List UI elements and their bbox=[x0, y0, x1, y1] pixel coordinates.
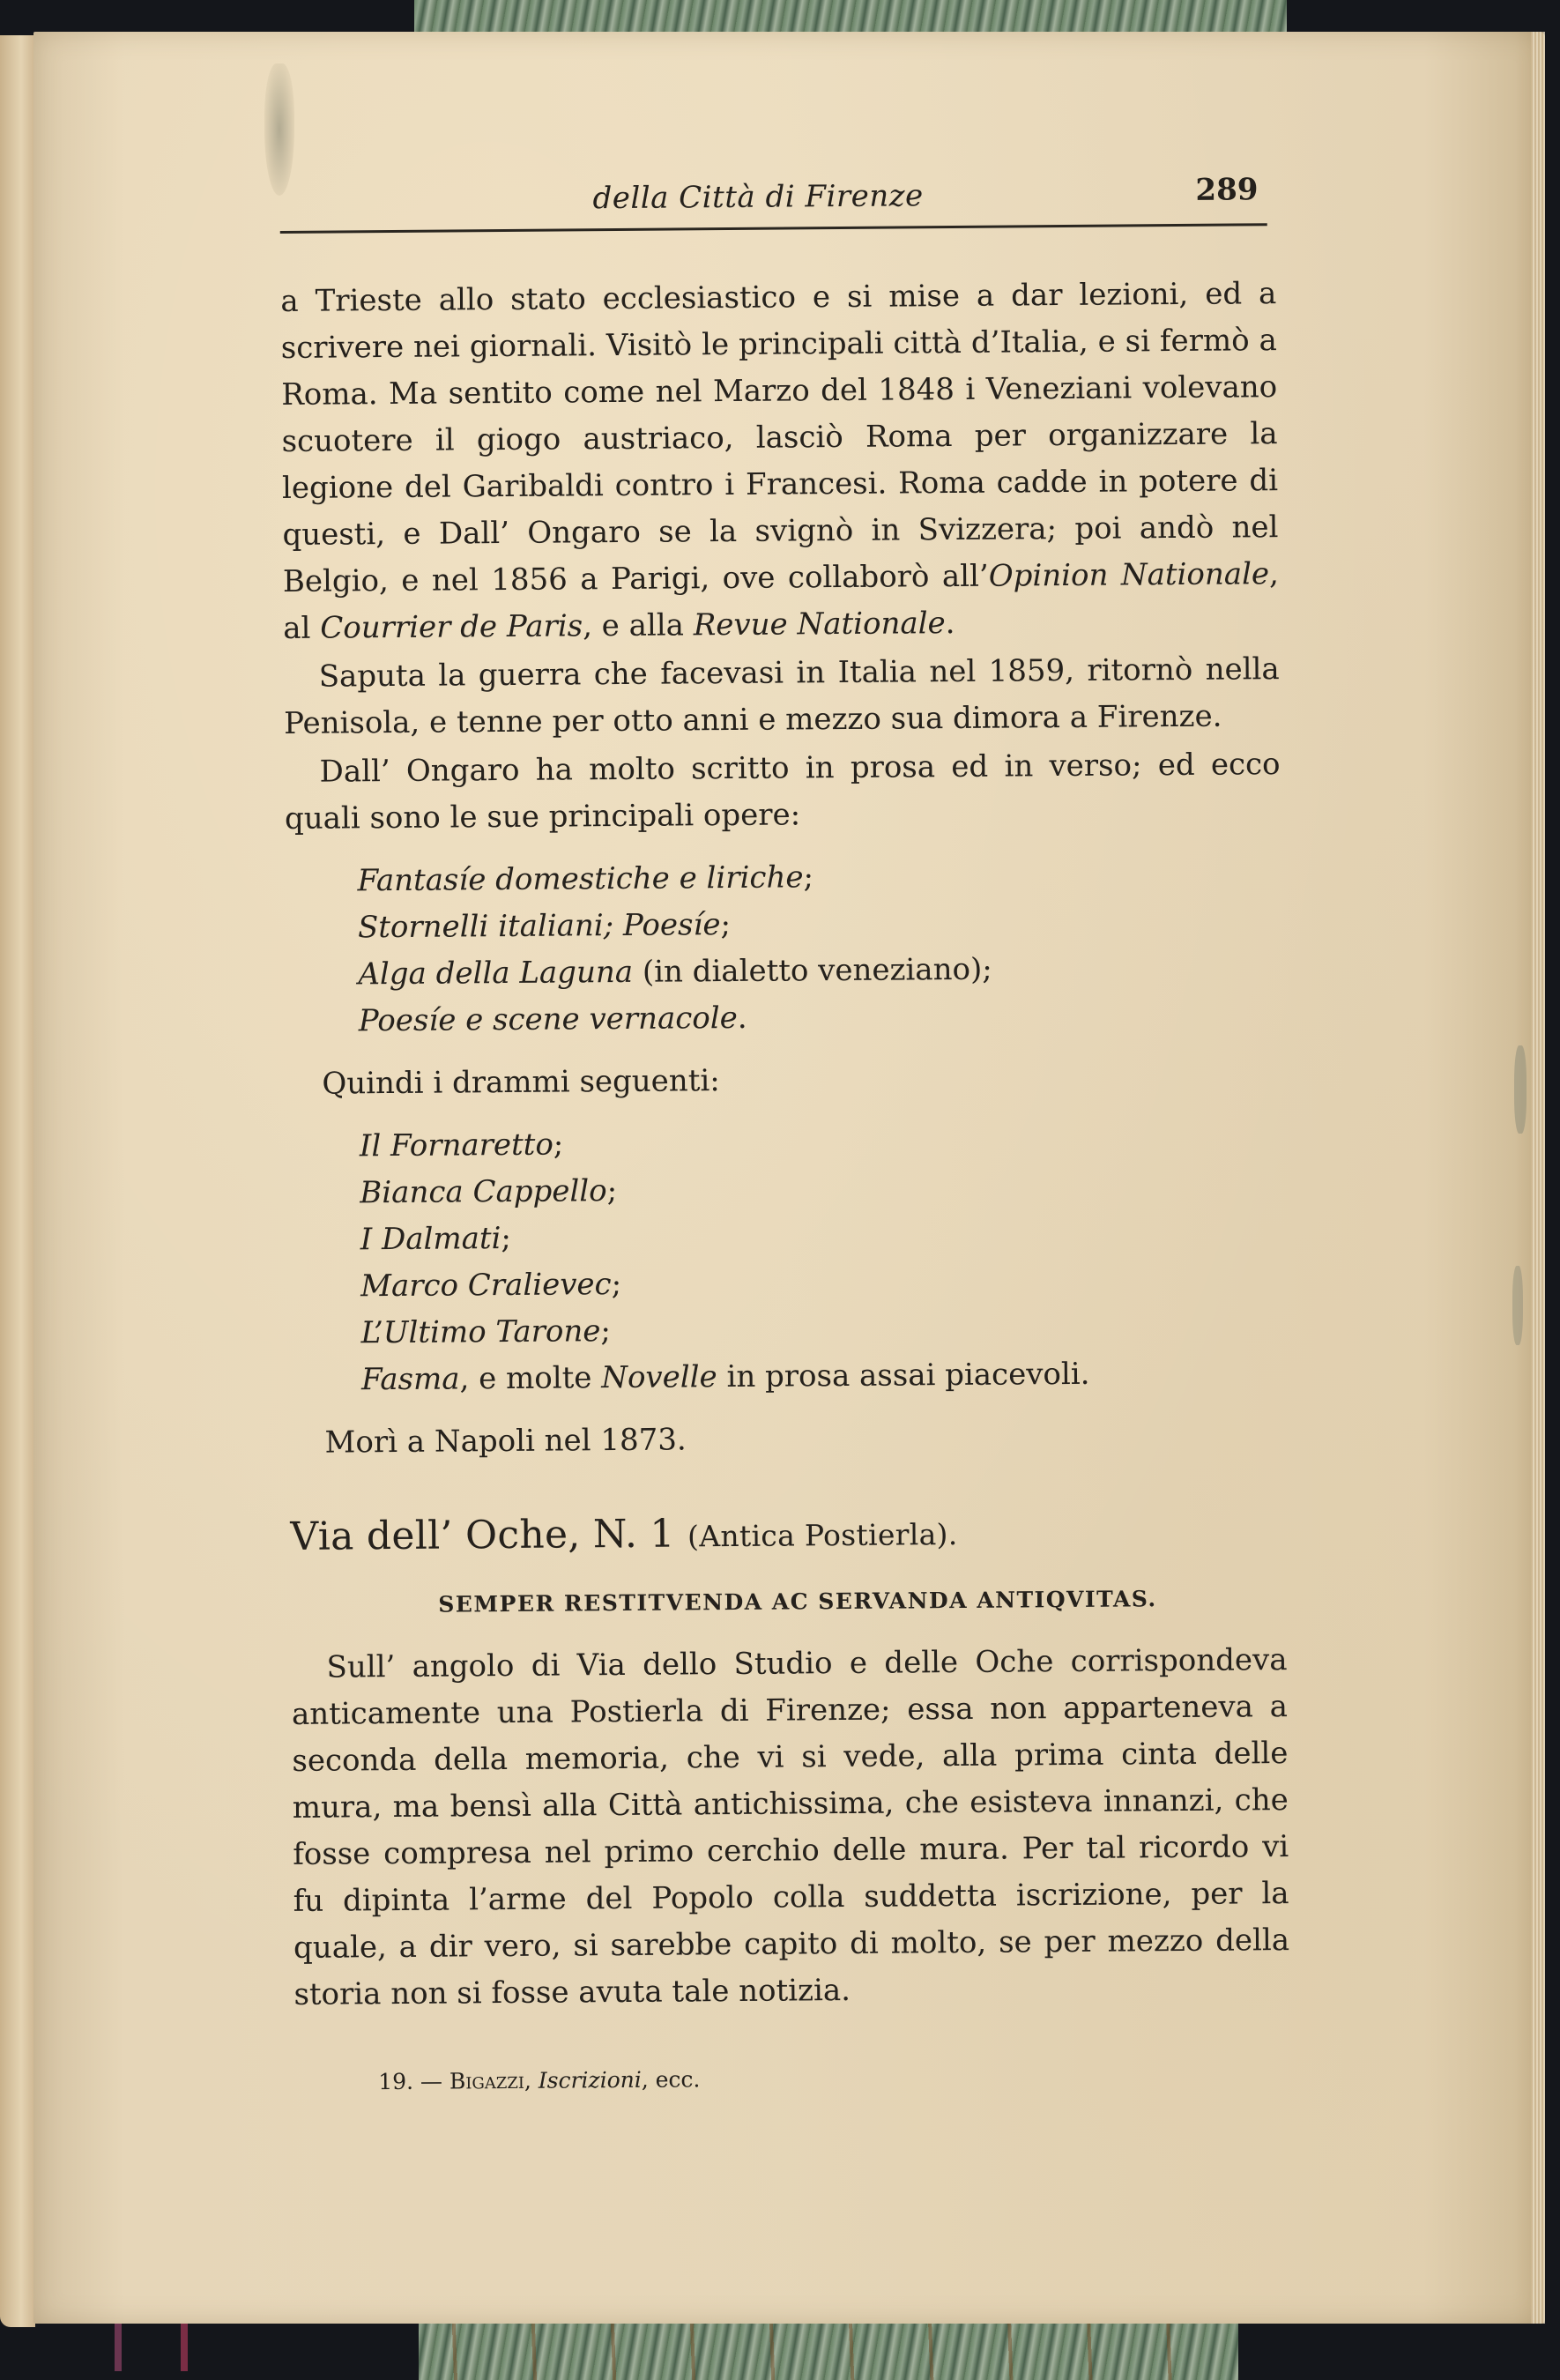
list-item: Alga della Laguna (in dialetto veneziano); bbox=[358, 951, 992, 993]
list-item: Poesíe e scene vernacole. bbox=[358, 1000, 747, 1039]
section-heading bbox=[290, 1503, 1286, 1566]
page-number: 289 bbox=[1195, 172, 1259, 208]
list-item: Marco Cralievec; bbox=[360, 1266, 622, 1305]
bookmark-ribbon bbox=[181, 2318, 188, 2371]
list-item: I Dalmati; bbox=[360, 1220, 512, 1258]
italic-title: Revue Nationale bbox=[693, 606, 946, 643]
paragraph: a Trieste allo stato ecclesiastico e si mise a dar lezioni, ed a scrivere nei giornali. Visitò le principali città d’Italia, e si fermò a Roma. Ma sentito come nel Marzo del 1848 i Veneziani volevano scuotere il giogo austriaco, lasciò Roma per organizzare la legione del Garibaldi contro i Francesi. Roma cadde in potere di questi, e Dall’ Ongaro se la svignò in Svizzera; poi andò nel Belgio, e nel 1856 a Parigi, ove collaborò all’Opinion Nationale, al Courrier de Paris, e alla Revue Nationale. bbox=[280, 276, 1280, 646]
running-title: della Città di Firenze bbox=[592, 178, 924, 217]
header-rule bbox=[280, 223, 1267, 234]
works-list bbox=[285, 851, 1282, 1045]
water-stain bbox=[264, 63, 294, 196]
list-item: Stornelli italiani; Poesíe; bbox=[357, 907, 732, 946]
italic-title: Courrier de Paris bbox=[320, 608, 583, 646]
list-item: Fantasíe domestiche e liriche; bbox=[357, 859, 814, 899]
water-stain bbox=[1512, 1266, 1523, 1345]
dramas-list bbox=[287, 1116, 1285, 1404]
list-item: Bianca Cappello; bbox=[360, 1173, 618, 1211]
paragraph: Dall’ Ongaro ha molto scritto in prosa ed in verso; ed ecco quali sono le sue principali opere: bbox=[284, 747, 1281, 837]
inscription: SEMPER RESTITVENDA AC SERVANDA ANTIQVITAS. bbox=[438, 1586, 1157, 1618]
signature-line: 19. — Bigazzi, Iscrizioni, ecc. bbox=[378, 2066, 701, 2095]
running-head bbox=[279, 172, 1267, 224]
paragraph: Sull’ angolo di Via dello Studio e delle Oche corrispondeva anticamente una Postierla di Firenze; essa non apparteneva a seconda della memoria, che vi si vede, alla prima cinta delle mura, ma bensì alla Città antichissima, che esisteva innanzi, che fosse compresa nel primo cerchio delle mura. Per tal ricordo vi fu dipinta l’arme del Popolo colla suddetta iscrizione, per la quale, a dir vero, si sarebbe capito di molto, se per mezzo della storia non si fosse avuta tale notizia. bbox=[291, 1642, 1290, 2012]
list-item: L’Ultimo Tarone; bbox=[360, 1313, 612, 1351]
water-stain bbox=[1514, 1045, 1527, 1134]
marbled-endpaper-top bbox=[414, 0, 1287, 35]
page-edges bbox=[1531, 32, 1545, 2324]
book-page bbox=[33, 32, 1545, 2324]
paragraph: Quindi i drammi seguenti: bbox=[322, 1063, 720, 1102]
list-item: Il Fornaretto; bbox=[359, 1127, 564, 1164]
list-item: Fasma, e molte Novelle in prosa assai piacevoli. bbox=[360, 1356, 1090, 1398]
italic-title: Opinion Nationale bbox=[988, 556, 1270, 594]
section-subtitle: (Antica Postierla). bbox=[687, 1517, 958, 1554]
section-title: Via dell’ Oche, N. 1 bbox=[290, 1511, 675, 1559]
paragraph: Morì a Napoli nel 1873. bbox=[324, 1422, 687, 1461]
body-text bbox=[280, 271, 1290, 2095]
paragraph: Saputa la guerra che facevasi in Italia nel 1859, ritornò nella Penisola, e tenne per otto anni e mezzo sua dimora a Firenze. bbox=[284, 651, 1280, 741]
previous-leaf-edge bbox=[0, 35, 35, 2327]
